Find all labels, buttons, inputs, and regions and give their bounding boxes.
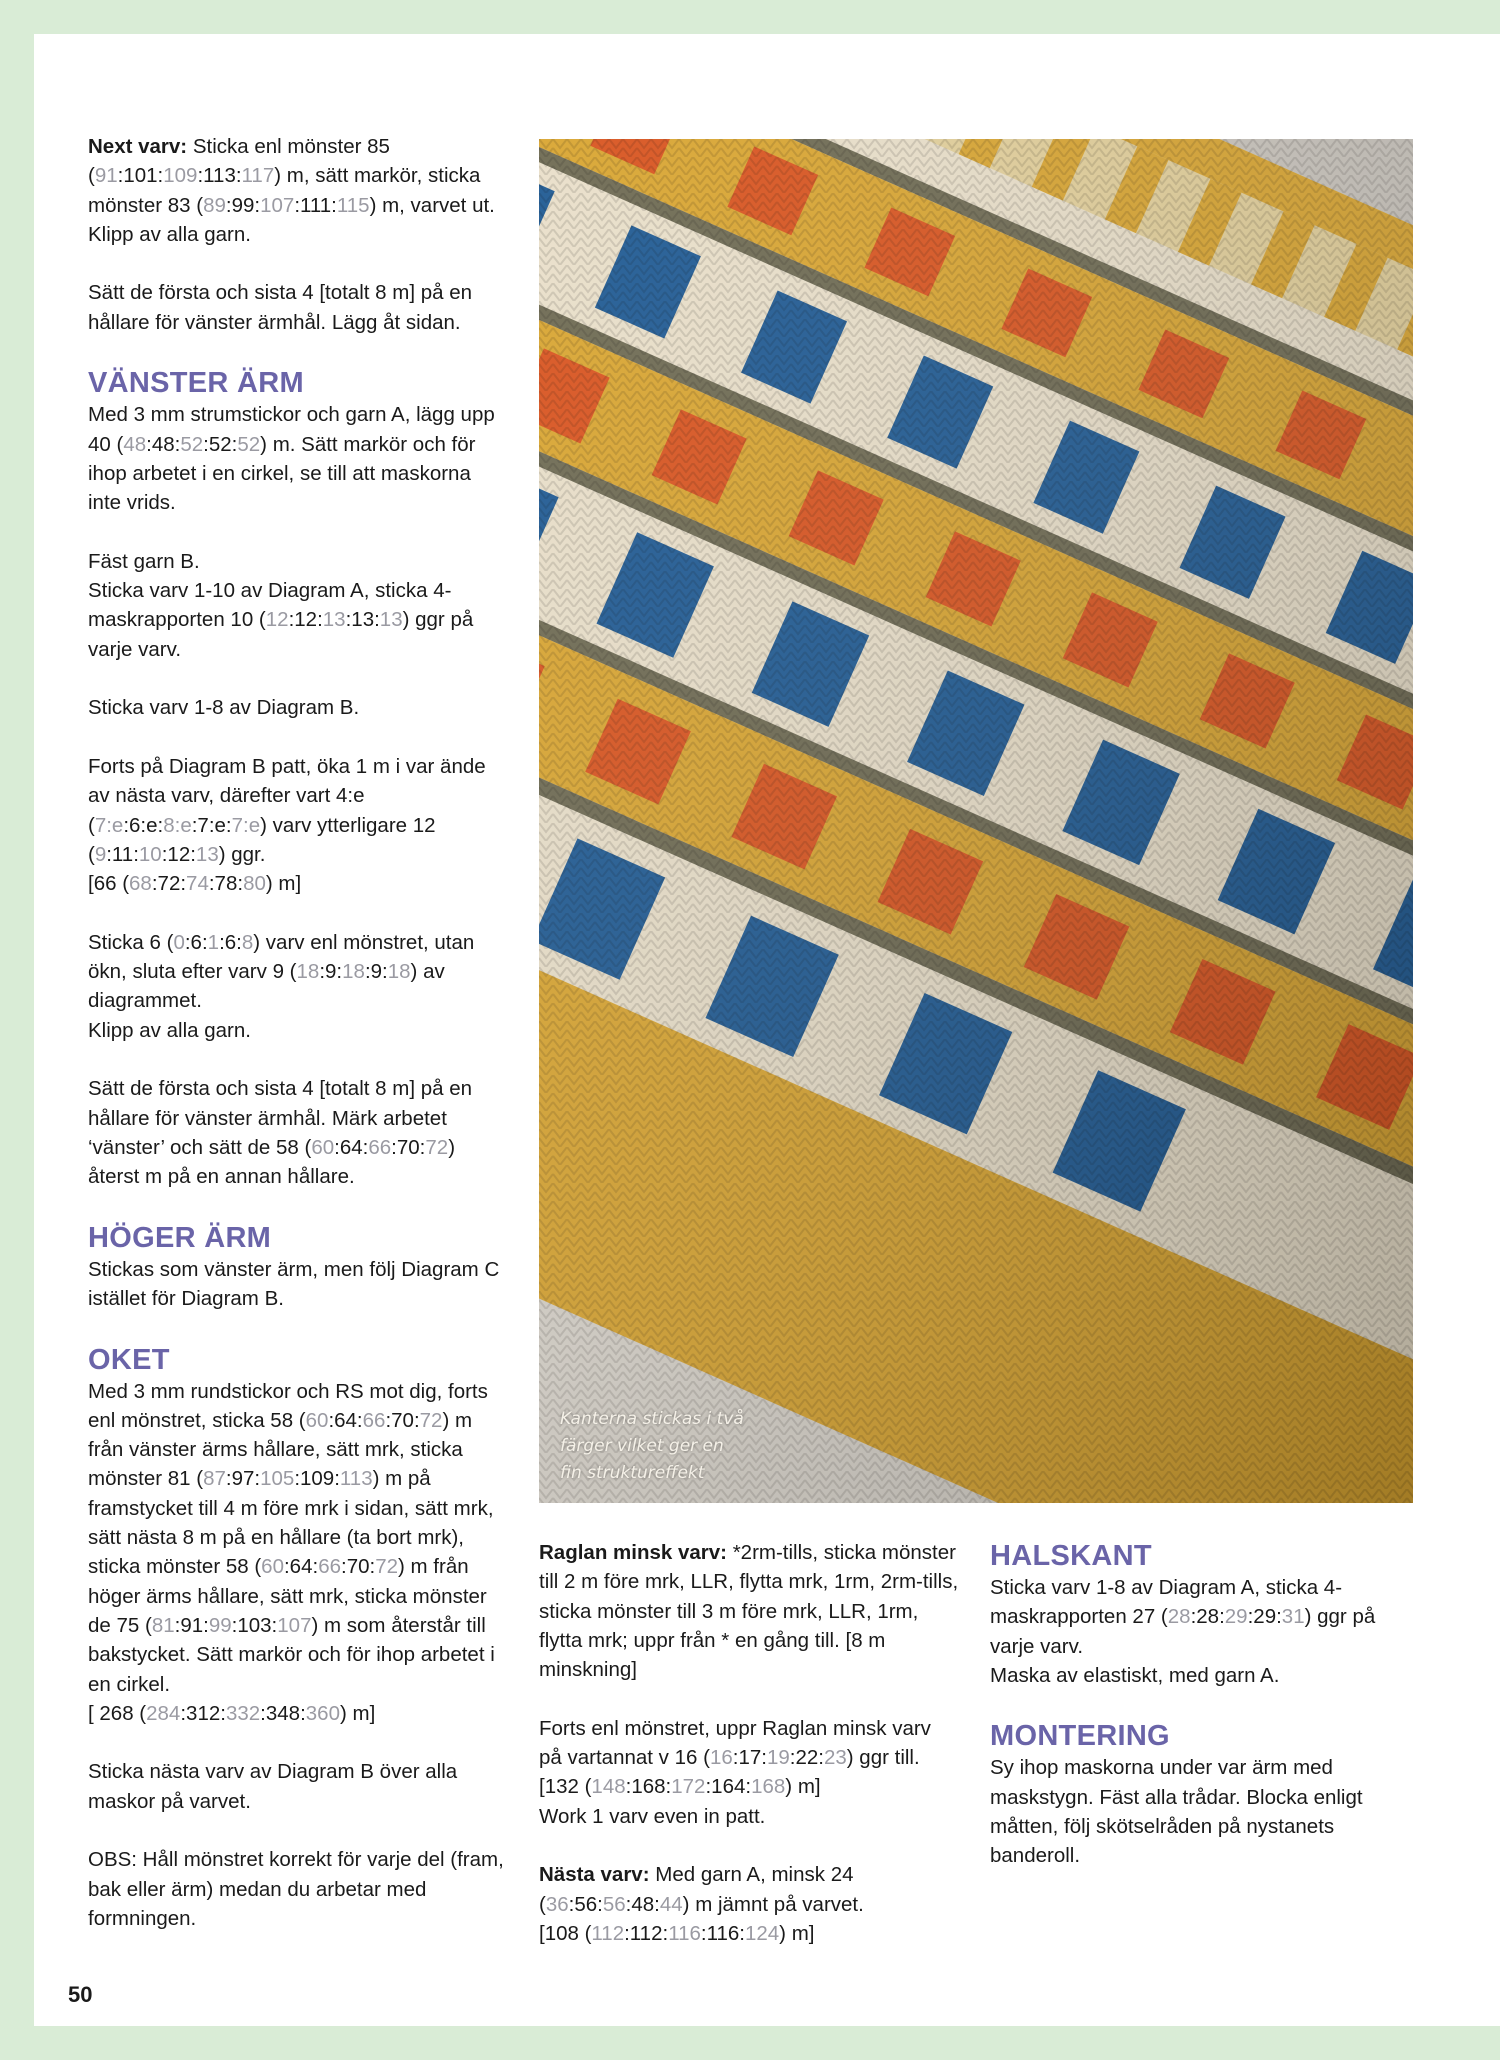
paragraph-note: OBS: Håll mönstret korrekt för varje del (fram, bak eller ärm) medan du arbetar med formningen. <box>88 1848 504 1930</box>
text-run: :28: <box>1190 1605 1225 1629</box>
text-run: Sticka enl mönster 85 ( <box>88 135 390 188</box>
size-value: 360 <box>305 1701 340 1725</box>
size-value: 124 <box>744 1921 780 1945</box>
size-value: 91 <box>94 164 118 188</box>
fair-isle-yoke-image <box>539 139 1413 1503</box>
size-value: 19 <box>766 1746 790 1770</box>
text-run: ) m. Sätt markör och för ihop arbetet i en cirkel, se till att maskorna inte vrids. <box>88 432 476 515</box>
text-run: :29: <box>1247 1605 1282 1629</box>
size-value: 115 <box>336 193 370 217</box>
paragraph-rows-no-increase: Sticka 6 (0:6:1:6:8) varv enl mönstret, utan ökn, sluta efter varv 9 (18:9:18:9:18) av diagrammet. Klipp av alla garn. <box>88 930 475 1042</box>
size-value: 113 <box>339 1467 373 1491</box>
page-number: 50 <box>68 1982 93 2007</box>
paragraph-assembly: Sy ihop maskorna under var ärm med maskstygn. Fäst alla trådar. Blocka enligt måtten, följ skötselråden på nystanets banderoll. <box>990 1756 1363 1868</box>
size-value: 148 <box>591 1775 626 1799</box>
text-run: :9: <box>364 960 388 984</box>
text-run: [ 268 ( <box>88 1701 147 1725</box>
heading-neckband: HALSKANT <box>990 1540 1152 1572</box>
text-run: :111: <box>294 193 337 217</box>
size-value: 52 <box>180 432 204 456</box>
size-value: 60 <box>305 1408 329 1432</box>
text-run: Forts på Diagram B patt, öka 1 m i var ände av nästa varv, därefter vart 4:e ( <box>88 754 486 837</box>
paragraph-raglan-repeat: Forts enl mönstret, uppr Raglan minsk varv på vartannat v 16 (16:17:19:22:23) ggr till. [132 (148:168:172:164:168) m] Work 1 varv even in patt. <box>539 1716 931 1828</box>
paragraph-armhole-hold: Sätt de första och sista 4 [totalt 8 m] på en hållare för vänster ärmhål. Lägg åt sidan. <box>88 281 473 334</box>
text-run: ) återst m på en annan hållare. <box>88 1135 456 1189</box>
paragraph-raglan-decrease: Raglan minsk varv: *2rm-tills, sticka mönster till 2 m före mrk, LLR, flytta mrk, 1rm, 2rm-tills, sticka mönster till 3 m före mrk, LLR, 1rm, flytta mrk; uppr från * en gång till. [8 m minskning] <box>539 1541 959 1682</box>
size-value: 16 <box>709 1746 733 1770</box>
paragraph-next-row-diagram-b: Sticka nästa varv av Diagram B över alla maskor på varvet. <box>88 1760 458 1813</box>
text-run: Sticka 6 ( <box>88 930 174 954</box>
size-value: 7:e <box>231 813 261 837</box>
text-run: Med 3 mm strumstickor och garn A, lägg upp 40 ( <box>88 403 495 456</box>
text-run: ) m, varvet ut. Klipp av alla garn. <box>88 193 495 246</box>
text-run: :78: <box>208 872 244 896</box>
text-run: :6: <box>219 930 242 954</box>
heading-right-sleeve: HÖGER ÄRM <box>88 1221 272 1254</box>
paragraph-right-sleeve: Stickas som vänster ärm, men följ Diagram C istället för Diagram B. <box>88 1257 500 1310</box>
text-run: :70: <box>391 1135 426 1159</box>
text-run: :48: <box>625 1892 660 1916</box>
size-value: 31 <box>1281 1605 1305 1629</box>
heading-yoke: OKET <box>88 1343 170 1376</box>
heading-assembly: MONTERING <box>990 1720 1170 1753</box>
text-run: ) ggr på varje varv. <box>88 608 474 661</box>
text-run: Forts enl mönstret, uppr Raglan minsk varv på vartannat v 16 ( <box>539 1716 931 1770</box>
text-run: [108 ( <box>539 1921 592 1945</box>
size-value: 52 <box>237 432 261 456</box>
text-column-right <box>990 1539 1420 1900</box>
size-value: 48 <box>123 432 147 456</box>
text-run: ) ggr på varje varv. <box>990 1605 1376 1658</box>
text-run: ) m jämnt på varvet. <box>682 1892 864 1916</box>
text-run: :112: <box>624 1921 669 1945</box>
size-value: 72 <box>419 1408 443 1432</box>
paragraph-next-row-a: Nästa varv: Med garn A, minsk 24 (36:56:56:48:44) m jämnt på varvet. [108 (112:112:116:116:124) m] <box>539 1863 864 1945</box>
text-run: ) m från vänster ärms hållare, sätt mrk, sticka mönster 81 ( <box>88 1408 473 1491</box>
size-value: 72 <box>375 1555 399 1579</box>
size-value: 87 <box>203 1467 226 1491</box>
text-run: :64: <box>283 1555 319 1579</box>
size-value: 8 <box>241 930 254 954</box>
text-run: :11: <box>106 842 139 866</box>
size-value: 8:e <box>163 813 192 837</box>
size-value: 89 <box>203 193 226 217</box>
text-run: ) m] <box>779 1921 815 1945</box>
size-value: 80 <box>243 872 266 896</box>
magazine-page <box>34 34 1500 2026</box>
text-run: :348: <box>260 1701 306 1725</box>
text-run: :12: <box>161 842 196 866</box>
text-run: :12: <box>288 608 323 632</box>
text-run: ) m] <box>340 1701 376 1725</box>
text-run: Sticka varv 1-10 av Diagram A, sticka 4-maskrapporten 10 ( <box>88 579 452 632</box>
text-column-left <box>88 132 508 1963</box>
text-run: :101: <box>117 164 164 188</box>
size-value: 13 <box>195 842 219 866</box>
text-run: :48: <box>146 432 181 456</box>
size-value: 13 <box>322 608 346 632</box>
size-value: 7:e <box>94 813 124 837</box>
text-run: :116: <box>700 1921 745 1945</box>
text-run: ) ggr till. <box>846 1746 920 1770</box>
size-value: 18 <box>296 960 320 984</box>
size-value: 284 <box>146 1701 181 1725</box>
size-value: 18 <box>387 960 411 984</box>
size-value: 116 <box>668 1921 701 1945</box>
size-value: 107 <box>260 193 295 217</box>
text-run: :113: <box>197 164 242 188</box>
text-run: :64: <box>328 1408 363 1432</box>
size-value: 68 <box>129 872 152 896</box>
text-run: :17: <box>732 1746 767 1770</box>
size-value: 72 <box>425 1135 449 1159</box>
size-value: 44 <box>659 1892 683 1916</box>
text-run: ) m från höger ärms hållare, sätt mrk, sticka mönster de 75 ( <box>88 1555 487 1637</box>
text-run: :64: <box>334 1135 369 1159</box>
size-value: 66 <box>368 1135 392 1159</box>
size-value: 36 <box>545 1892 569 1916</box>
paragraph-yoke <box>88 1377 508 1729</box>
text-run: :9: <box>319 960 343 984</box>
paragraph-neckband: Sticka varv 1-8 av Diagram A, sticka 4-maskrapporten 27 (28:28:29:29:31) ggr på varje varv. Maska av elastiskt, med garn A. <box>990 1576 1376 1687</box>
size-value: 172 <box>671 1775 706 1799</box>
text-run: ) varv enl mönstret, utan ökn, sluta efter varv 9 ( <box>88 930 475 984</box>
text-run: ) varv ytterligare 12 ( <box>88 813 436 866</box>
size-value: 28 <box>1167 1605 1191 1629</box>
text-run: :103: <box>231 1613 278 1637</box>
text-run: :13: <box>345 608 380 632</box>
text-run: Sticka varv 1-8 av Diagram A, sticka 4-maskrapporten 27 ( <box>990 1576 1343 1629</box>
photo-caption: Kanterna stickas i två färger vilket ger en fin struktureffekt <box>560 1409 744 1483</box>
paragraph-diagram-a: Fäst garn B. Sticka varv 1-10 av Diagram A, sticka 4-maskrapporten 10 (12:12:13:13:13) ggr på varje varv. <box>88 549 474 661</box>
heading-left-sleeve: VÄNSTER ÄRM <box>88 367 304 400</box>
text-run: Sätt de första och sista 4 [totalt 8 m] på en hållare för vänster ärmhål. Märk arbetet ‘vänster’ och sätt de 58 ( <box>88 1077 473 1159</box>
text-run: :312: <box>180 1701 226 1725</box>
text-run: :109: <box>294 1467 340 1491</box>
size-value: 74 <box>186 872 209 896</box>
size-value: 0 <box>173 930 185 954</box>
size-value: 99 <box>208 1613 232 1637</box>
text-run: :56: <box>568 1892 603 1916</box>
text-run: ) m] <box>265 872 302 896</box>
size-value: 12 <box>265 608 289 632</box>
text-run: ) m på framstycket till 4 m före mrk i sidan, sätt mrk, sätt nästa 8 m på en hållare (ta bort mrk), sticka mönster 58 ( <box>88 1467 494 1579</box>
text-run: :6:e: <box>123 813 164 837</box>
paragraph-diagram-b: Sticka varv 1-8 av Diagram B. <box>88 696 360 720</box>
size-value: 66 <box>362 1408 386 1432</box>
size-value: 112 <box>591 1921 625 1945</box>
size-value: 117 <box>241 164 275 188</box>
text-run: :6: <box>184 930 208 954</box>
text-run: [66 ( <box>88 872 130 896</box>
size-value: 10 <box>138 842 162 866</box>
text-run: ) av diagrammet. <box>88 960 445 1013</box>
size-value: 13 <box>379 608 403 632</box>
text-run: ) m] <box>785 1775 821 1799</box>
size-value: 109 <box>163 164 198 188</box>
text-run: Med 3 mm rundstickor och RS mot dig, forts enl mönstret, sticka 58 ( <box>88 1379 488 1432</box>
size-value: 23 <box>823 1746 847 1770</box>
text-run: :91: <box>174 1613 209 1637</box>
text-run: :70: <box>385 1408 420 1432</box>
size-value: 105 <box>260 1467 295 1491</box>
text-run: ) m som återstår till bakstycket. Sätt markör och för ihop arbetet i en cirkel. <box>88 1613 495 1696</box>
text-run: :70: <box>341 1555 376 1579</box>
text-run: [132 ( <box>539 1775 592 1799</box>
text-run: ) ggr. <box>218 842 266 866</box>
size-value: 168 <box>751 1775 786 1799</box>
size-value: 18 <box>342 960 365 984</box>
paragraph-cast-on <box>88 400 508 517</box>
size-value: 1 <box>207 930 220 954</box>
size-value: 9 <box>94 842 107 866</box>
text-run: Med garn A, minsk 24 ( <box>539 1863 854 1916</box>
paragraph-next-row: Next varv: Sticka enl mönster 85 (91:101:109:113:117) m, sätt markör, sticka mönster 83 (89:99:107:111:115) m, varvet ut. Klipp av alla garn. <box>88 135 495 246</box>
size-value: 56 <box>602 1892 626 1916</box>
text-run: :7:e: <box>191 813 232 837</box>
text-run: ) m, sätt markör, sticka mönster 83 ( <box>88 164 481 217</box>
text-column-middle <box>539 1538 959 1977</box>
text-run: :168: <box>625 1775 672 1799</box>
text-run: :97: <box>225 1467 261 1491</box>
knit-photo <box>539 139 1413 1503</box>
text-run: :164: <box>705 1775 752 1799</box>
size-value: 60 <box>261 1555 284 1579</box>
size-value: 81 <box>151 1613 175 1637</box>
paragraph-mark-left <box>88 1074 508 1191</box>
size-value: 66 <box>318 1555 341 1579</box>
size-value: 29 <box>1224 1605 1248 1629</box>
text-run: :52: <box>203 432 238 456</box>
paragraph-increase <box>88 752 508 898</box>
size-value: 332 <box>225 1701 261 1725</box>
text-run: :72: <box>151 872 187 896</box>
size-value: 60 <box>311 1135 335 1159</box>
size-value: 107 <box>277 1613 312 1637</box>
text-run: :99: <box>225 193 261 217</box>
text-run: :22: <box>789 1746 824 1770</box>
